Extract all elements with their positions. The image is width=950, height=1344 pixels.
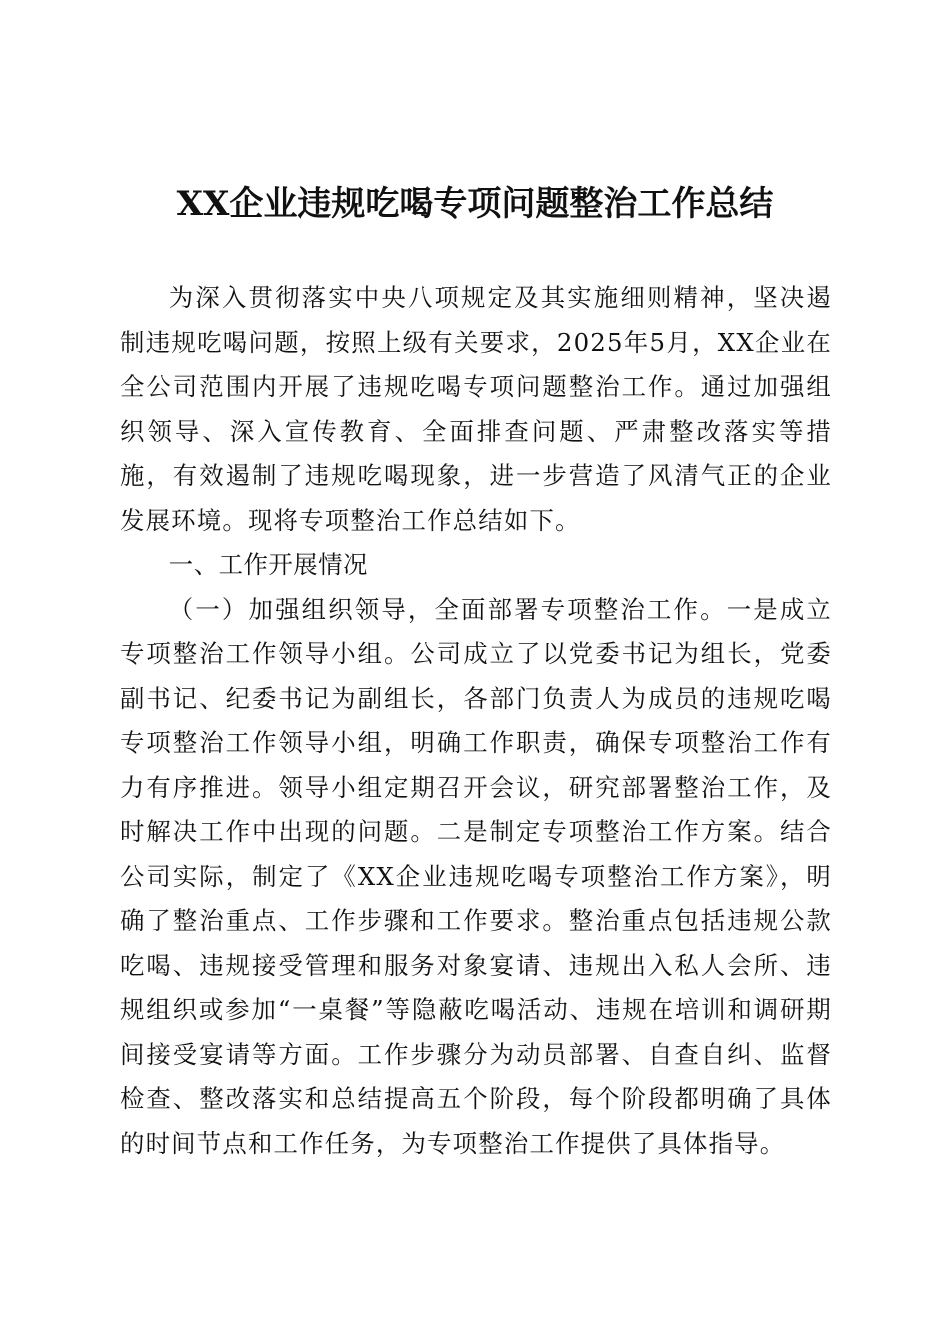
document-body (120, 276, 832, 1166)
sub-heading: （一）加强组织领导，全面部署专项整治工作。 (168, 594, 727, 624)
document-title: XX企业违规吃喝专项问题整治工作总结 (176, 184, 774, 224)
section-heading: 一、工作开展情况 (168, 550, 368, 579)
section-paragraph (120, 588, 832, 1167)
section-body-text: 一是成立专项整治工作领导小组。公司成立了以党委书记为组长，党委副书记、纪委书记为副组长，各部门负责人为成员的违规吃喝专项整治工作领导小组，明确工作职责，确保专项整治工作有力有序推进。领导小组定期召开会议，研究部署整治工作，及时解决工作中出现的问题。二是制定专项整治工作方案。结合公司实际，制定了《XX企业违规吃喝专项整治工作方案》，明确了整治重点、工作步骤和工作要求。整治重点包括违规公款吃喝、违规接受管理和服务对象宴请、违规出入私人会所、违规组织或参加“一桌餐”等隐蔽吃喝活动、违规在培训和调研期间接受宴请等方面。工作步骤分为动员部署、自查自纠、监督检查、整改落实和总结提高五个阶段，每个阶段都明确了具体的时间节点和工作任务，为专项整治工作提供了具体指导。 (120, 594, 832, 1158)
intro-paragraph: 为深入贯彻落实中央八项规定及其实施细则精神，坚决遏制违规吃喝问题，按照上级有关要求，2025年5月，XX企业在全公司范围内开展了违规吃喝专项问题整治工作。通过加强组织领导、深入宣传教育、全面排查问题、严肃整改落实等措施，有效遏制了违规吃喝现象，进一步营造了风清气正的企业发展环境。现将专项整治工作总结如下。 (120, 283, 832, 535)
